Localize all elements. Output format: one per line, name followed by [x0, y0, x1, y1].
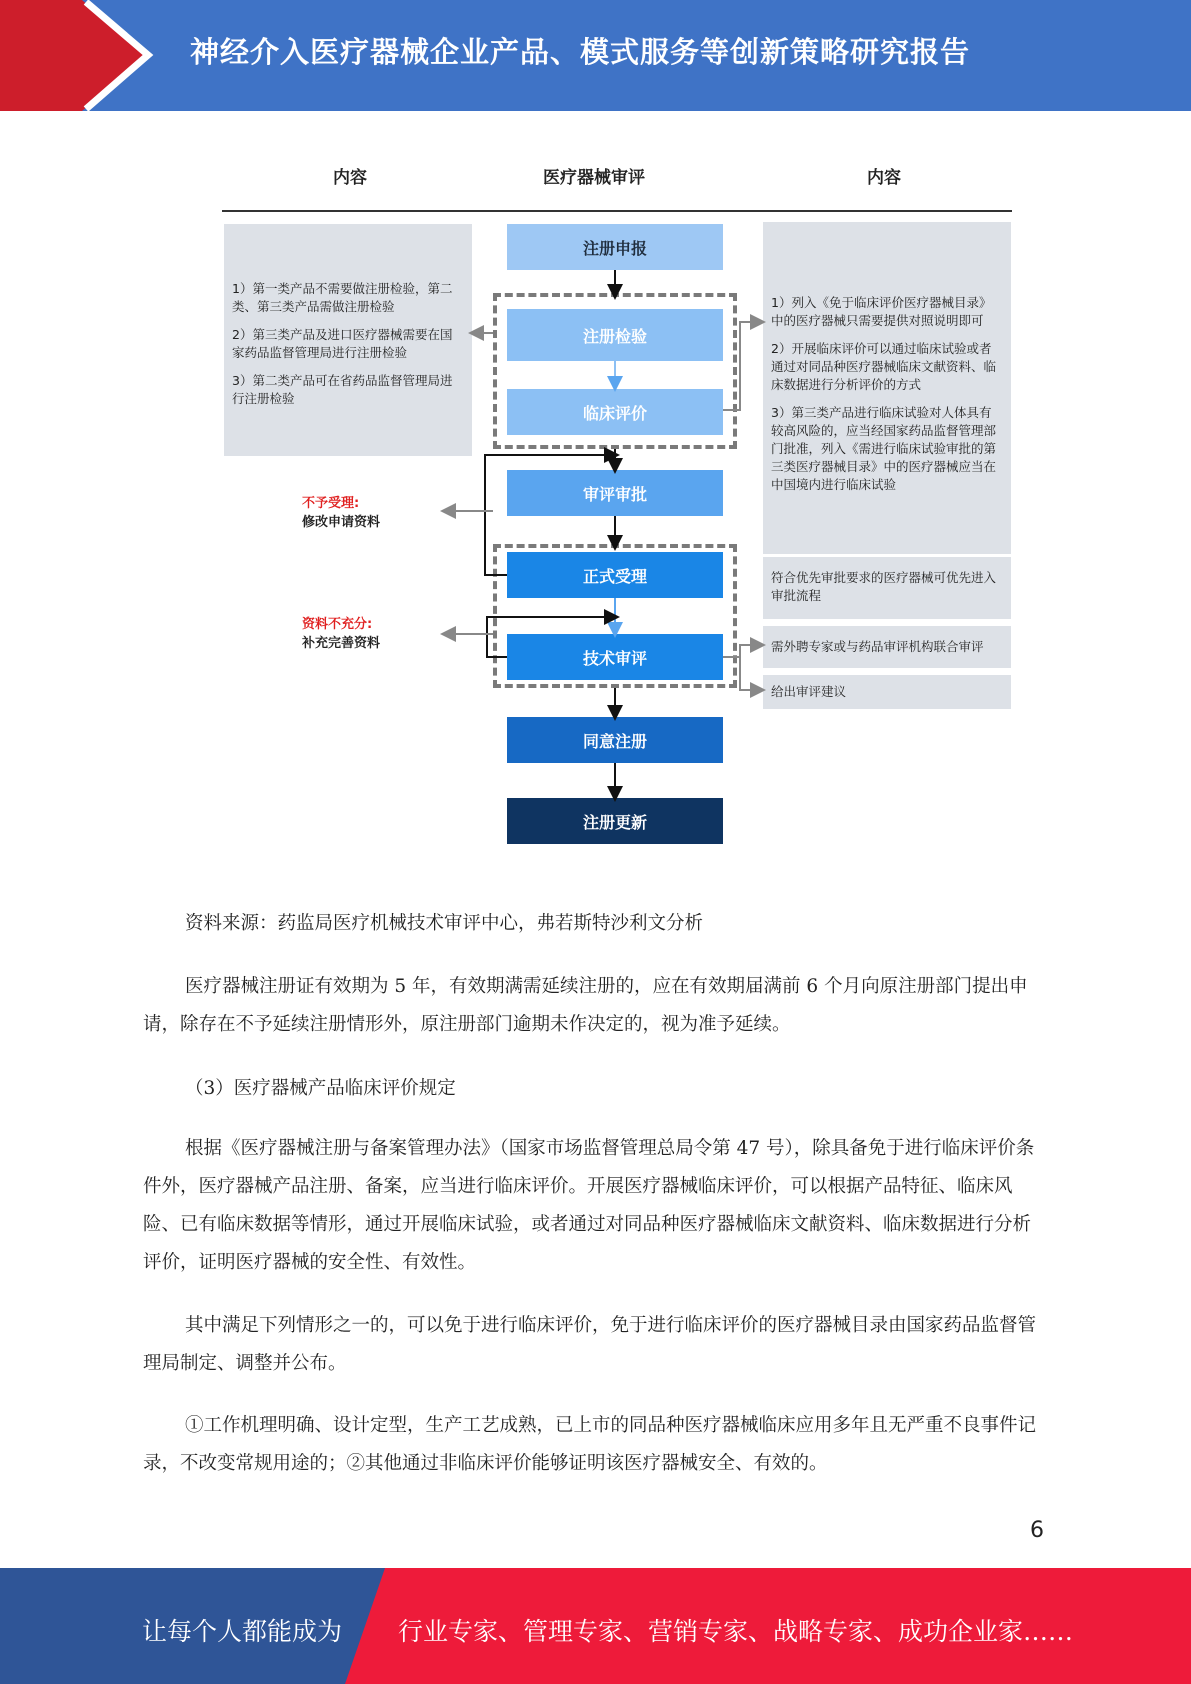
- report-title: 神经介入医疗器械企业产品、模式服务等创新策略研究报告: [190, 35, 971, 69]
- rejection-note-action: 修改申请资料: [302, 515, 381, 530]
- paragraph-exemption-conditions: ①工作机理明确、设计定型，生产工艺成熟，已上市的同品种医疗器械临床应用多年且无严重不良事件记录，不改变常规用途的；②其他通过非临床评价能够证明该医疗器械安全、有效的。: [143, 1415, 1037, 1474]
- insufficient-note-title: 资料不充分:: [302, 617, 373, 632]
- column-title-right: 内容: [867, 168, 901, 188]
- right-info-item: 1）列入《免于临床评价医疗器械目录》中的医疗器械只需要提供对照说明即可: [771, 295, 992, 328]
- paragraph-exemption: 其中满足下列情形之一的，可以免于进行临床评价，免于进行临床评价的医疗器械目录由国家药品监督管理局制定、调整并公布。: [143, 1315, 1037, 1374]
- paragraph-validity: 医疗器械注册证有效期为 5 年，有效期满需延续注册的，应在有效期届满前 6 个月向原注册部门提出申请，除存在不予延续注册情形外，原注册部门逾期未作决定的，视为准予延续。: [143, 976, 1028, 1035]
- step-formal-acceptance: 正式受理: [507, 552, 723, 598]
- left-info-item: 3）第二类产品可在省药品监督管理局进行注册检验: [232, 373, 453, 406]
- left-info-item: 1）第一类产品不需要做注册检验，第二类、第三类产品需做注册检验: [232, 281, 453, 314]
- step-registration-approved: 同意注册: [507, 717, 723, 763]
- source-note: 资料来源：药监局医疗机械技术审评中心，弗若斯特沙利文分析: [185, 913, 704, 934]
- step-technical-review: 技术审评: [507, 634, 723, 680]
- priority-note: 符合优先审批要求的医疗器械可优先进入审批流程: [771, 570, 997, 603]
- column-title-middle: 医疗器械审评: [543, 168, 645, 188]
- step-review-approval: 审评审批: [507, 470, 723, 516]
- paragraph-clinical-evaluation: 根据《医疗器械注册与备案管理办法》（国家市场监督管理总局令第 47 号），除具备免于进行临床评价条件外，医疗器械产品注册、备案，应当进行临床评价。开展医疗器械临床评价，可以根据产品特征、临床风险、已有临床数据等情形，通过开展临床试验，或者通过对同品种医疗器械临床文献资料、临床数据进行分析评价，证明医疗器械的安全性、有效性。: [143, 1138, 1035, 1273]
- step-clinical-evaluation: 临床评价: [507, 389, 723, 435]
- footer-slogan-roles: 行业专家、管理专家、营销专家、战略专家、成功企业家……: [398, 1617, 1074, 1646]
- page-number: 6: [1030, 1518, 1044, 1543]
- advice-note: 给出审评建议: [771, 684, 847, 699]
- footer-slogan-lead: 让每个人都能成为: [142, 1617, 343, 1646]
- column-title-left: 内容: [333, 168, 367, 188]
- insufficient-note-action: 补充完善资料: [302, 636, 381, 651]
- rejection-note-title: 不予受理:: [302, 496, 360, 511]
- right-info-item: 3）第三类产品进行临床试验对人体具有较高风险的，应当经国家药品监督管理部门批准，列入《需进行临床试验审批的第三类医疗器械目录》中的医疗器械应当在中国境内进行临床试验: [771, 405, 997, 492]
- right-info-item: 2）开展临床评价可以通过临床试验或者通过对同品种医疗器械临床文献资料、临床数据进行分析评价的方式: [771, 341, 997, 392]
- step-registration-filing: 注册申报: [507, 224, 723, 270]
- section-subheading: （3）医疗器械产品临床评价规定: [185, 1078, 456, 1099]
- left-info-item: 2）第三类产品及进口医疗器械需要在国家药品监督管理局进行注册检验: [232, 327, 453, 360]
- expert-note: 需外聘专家或与药品审评机构联合审评: [771, 639, 984, 654]
- step-registration-renewal: 注册更新: [507, 798, 723, 844]
- step-registration-inspection: 注册检验: [507, 309, 723, 361]
